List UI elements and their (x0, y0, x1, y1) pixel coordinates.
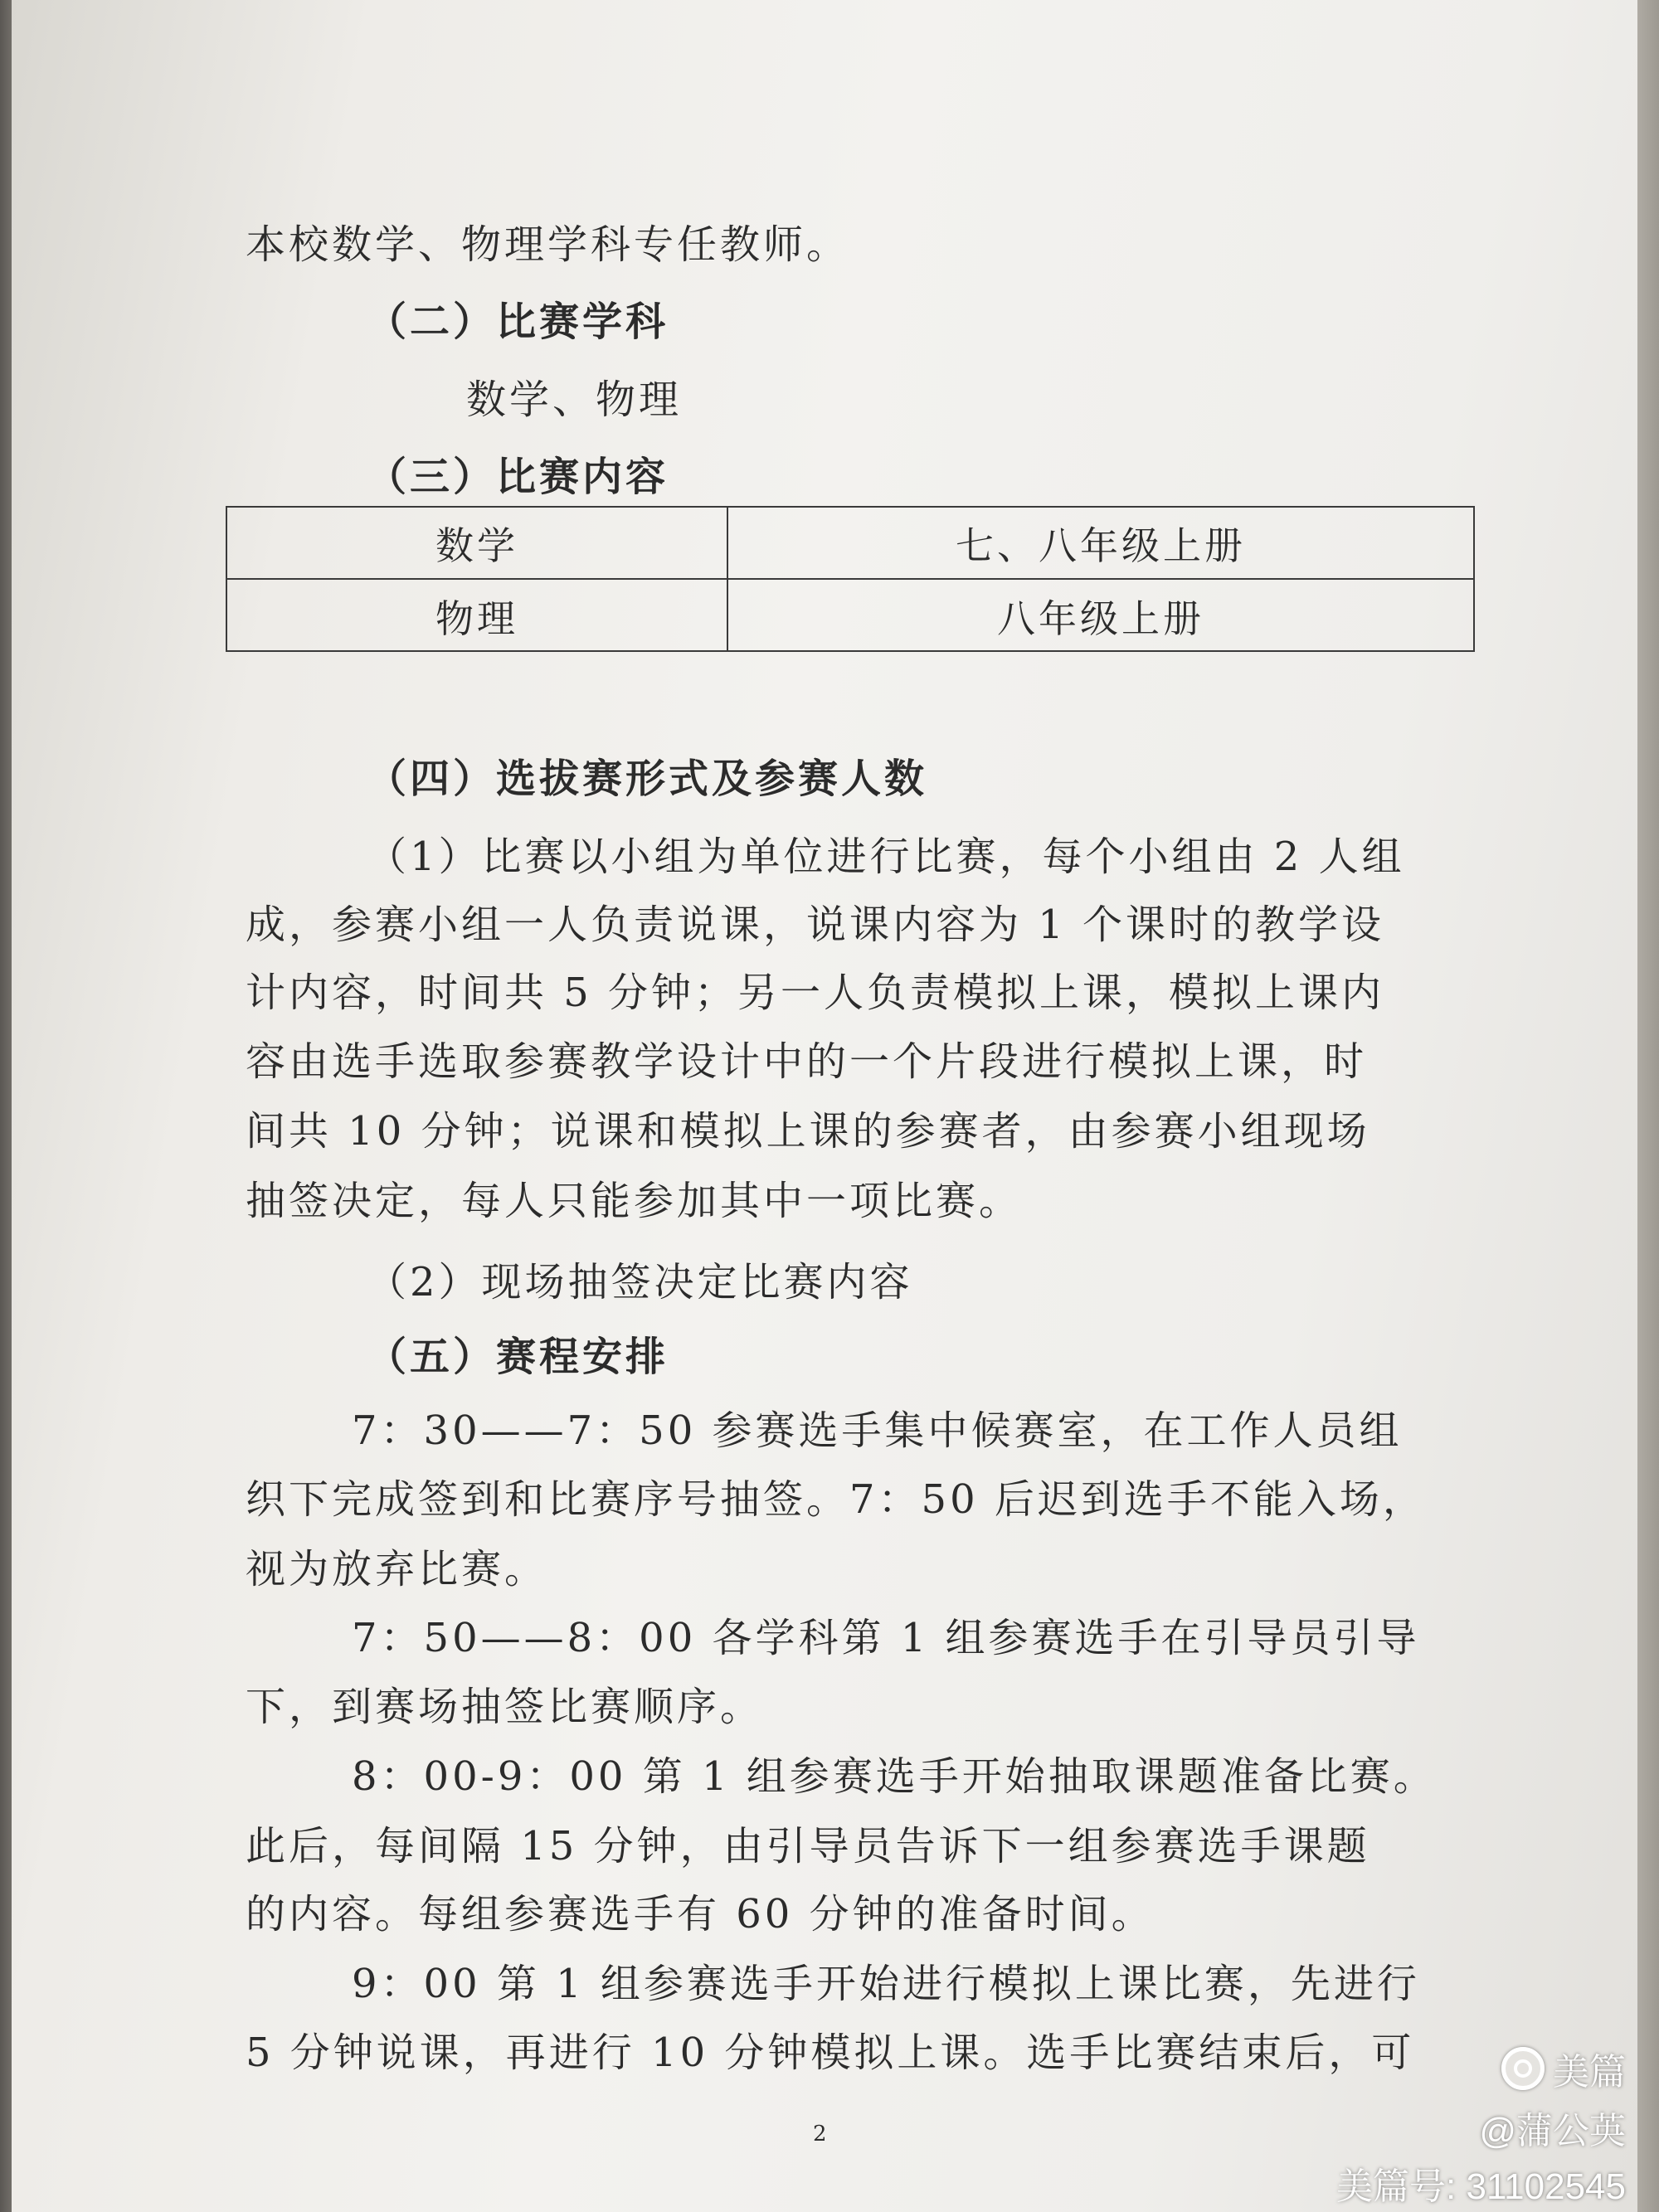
table-row (227, 508, 1473, 580)
table-row (227, 580, 1473, 652)
text-line: 间共 10 分钟；说课和模拟上课的参赛者，由参赛小组现场 (246, 1108, 1370, 1155)
text-line: 计内容，时间共 5 分钟；另一人负责模拟上课，模拟上课内 (246, 970, 1385, 1016)
table-cell-subject: 数学 (227, 508, 728, 578)
document-page (12, 0, 1637, 2212)
section-heading-3: （三）比赛内容 (367, 454, 669, 500)
text-line: 8：00-9：00 第 1 组参赛选手开始抽取课题准备比赛。 (352, 1753, 1437, 1800)
watermark-user: @蒲公英 (1479, 2111, 1626, 2151)
section-heading-4: （四）选拔赛形式及参赛人数 (367, 756, 928, 802)
section-heading-2: （二）比赛学科 (367, 299, 669, 345)
table-cell-content: 七、八年级上册 (956, 523, 1246, 568)
text-line: 成，参赛小组一人负责说课，说课内容为 1 个课时的教学设 (246, 902, 1385, 948)
text-line: 本校数学、物理学科专任教师。 (246, 221, 850, 268)
text-line: 9：00 第 1 组参赛选手开始进行模拟上课比赛，先进行 (352, 1961, 1420, 2007)
watermark-brand (1501, 2042, 1626, 2095)
table-cell-subject: 物理 (227, 580, 728, 652)
text-line: （1）比赛以小组为单位进行比赛，每个小组由 2 人组 (367, 834, 1405, 880)
watermark-brand-label: 美篇 (1553, 2052, 1626, 2093)
text-line: 7：30——7：50 参赛选手集中候赛室，在工作人员组 (352, 1407, 1403, 1454)
text-line: 抽签决定，每人只能参加其中一项比赛。 (246, 1178, 1023, 1224)
watermark-id: 美篇号: 31102545 (1336, 2166, 1626, 2207)
text-line: 下，到赛场抽签比赛顺序。 (246, 1684, 764, 1730)
text-line: 容由选手选取参赛教学设计中的一个片段进行模拟上课，时 (246, 1038, 1368, 1085)
page-number: 2 (813, 2122, 827, 2146)
text-line: 数学、物理 (466, 377, 683, 423)
text-line: 5 分钟说课，再进行 10 分钟模拟上课。选手比赛结束后，可 (246, 2030, 1415, 2076)
text-line: （2）现场抽签决定比赛内容 (367, 1259, 913, 1305)
text-line: 视为放弃比赛。 (246, 1546, 548, 1592)
text-line: 此后，每间隔 15 分钟，由引导员告诉下一组参赛选手课题 (246, 1823, 1370, 1869)
text-line: 的内容。每组参赛选手有 60 分钟的准备时间。 (246, 1891, 1155, 1937)
table-cell-content: 八年级上册 (997, 596, 1204, 641)
content-table (226, 506, 1475, 652)
section-heading-5: （五）赛程安排 (367, 1334, 669, 1380)
text-line: 7：50——8：00 各学科第 1 组参赛选手在引导员引导 (352, 1615, 1420, 1661)
meipian-logo-icon (1501, 2047, 1545, 2090)
text-line: 织下完成签到和比赛序号抽签。7：50 后迟到选手不能入场， (246, 1476, 1426, 1523)
